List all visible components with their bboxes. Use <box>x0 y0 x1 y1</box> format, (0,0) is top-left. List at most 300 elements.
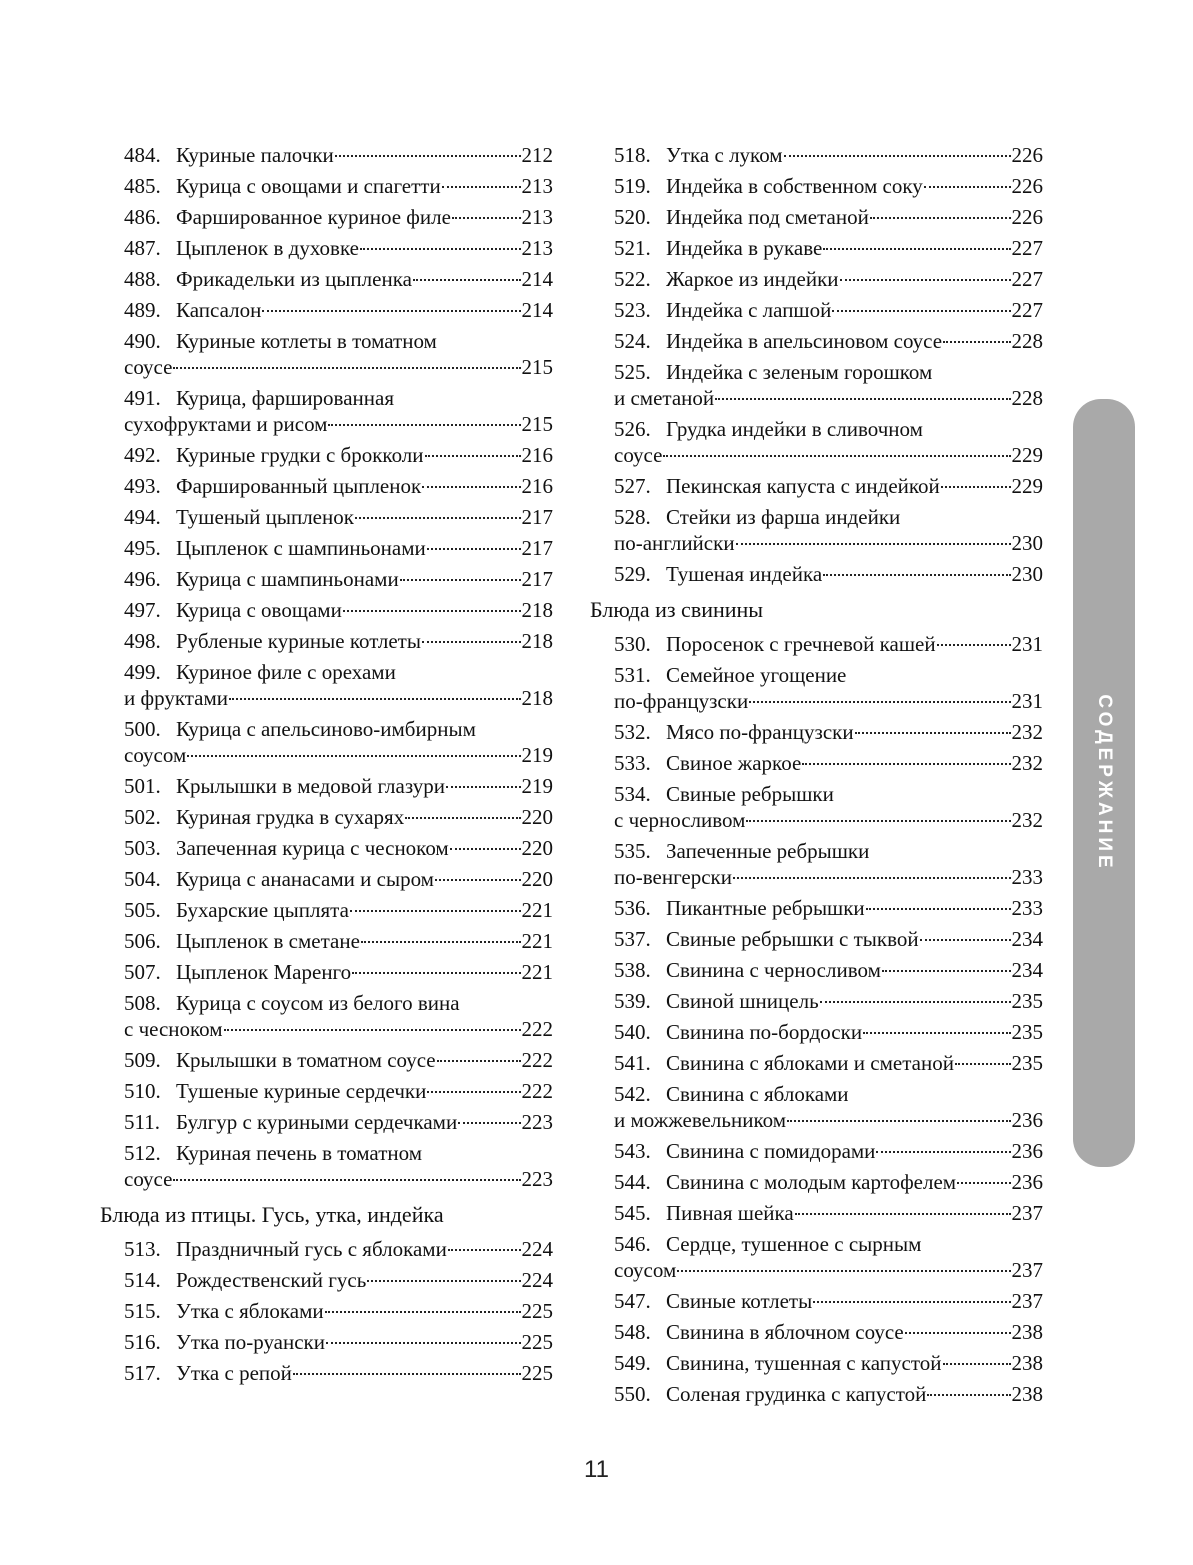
toc-entry-first-line <box>614 504 1043 530</box>
toc-entry-page: 224 <box>521 1268 553 1292</box>
toc-entry-number: 516. <box>124 1330 161 1354</box>
toc-entry-page: 218 <box>521 598 553 622</box>
section-heading: Блюда из птицы. Гусь, утка, индейка <box>100 1202 444 1227</box>
toc-entry[interactable] <box>614 359 1043 411</box>
toc-entry[interactable] <box>124 1298 553 1324</box>
toc-entry-number: 527. <box>614 474 651 498</box>
toc-entry-number: 538. <box>614 958 651 982</box>
toc-entry-title: и можжевельником <box>614 1108 786 1132</box>
toc-entry-title: Куриные грудки с брокколи <box>176 443 424 467</box>
toc-entry[interactable] <box>124 990 553 1042</box>
toc-entry[interactable] <box>124 235 553 261</box>
toc-entry-title: Утка по-руански <box>176 1330 325 1354</box>
toc-entry[interactable] <box>124 773 553 799</box>
toc-entry-page: 232 <box>1011 808 1043 832</box>
toc-entry-title: Запеченная курица с чесноком <box>176 836 449 860</box>
toc-entry-title: соусом <box>614 1258 677 1282</box>
dot-leader <box>882 970 1011 972</box>
toc-entry-line <box>124 959 553 985</box>
toc-entry-line <box>614 266 1043 292</box>
toc-entry[interactable] <box>614 957 1043 983</box>
toc-entry-number: 507. <box>124 960 161 984</box>
toc-entry-number: 547. <box>614 1289 651 1313</box>
toc-entry-title: Цыпленок Маренго <box>176 960 352 984</box>
toc-entry[interactable] <box>124 385 553 437</box>
toc-entry-title: Фаршированное куриное филе <box>176 205 451 229</box>
toc-entry-page: 219 <box>521 743 553 767</box>
toc-entry-title: Индейка с лапшой <box>666 298 832 322</box>
dot-leader <box>715 398 1010 400</box>
toc-entry[interactable] <box>614 838 1043 890</box>
toc-entry-number: 498. <box>124 629 161 653</box>
toc-entry-line <box>614 1381 1043 1407</box>
toc-entry-number: 500. <box>124 717 161 741</box>
toc-entry[interactable] <box>614 1050 1043 1076</box>
toc-entry-line <box>614 1288 1043 1314</box>
toc-entry-page: 223 <box>521 1167 553 1191</box>
toc-entry-title-start: Курица с соусом из белого вина <box>176 991 460 1015</box>
toc-entry-number: 487. <box>124 236 161 260</box>
toc-entry[interactable] <box>124 204 553 230</box>
toc-entry-line <box>614 957 1043 983</box>
toc-entry-page: 234 <box>1011 958 1043 982</box>
toc-entry-title-start: Стейки из фарша индейки <box>666 505 901 529</box>
toc-entry-page: 226 <box>1011 205 1043 229</box>
toc-entry-line <box>124 1298 553 1324</box>
toc-entry-number: 537. <box>614 927 651 951</box>
toc-entry[interactable] <box>124 328 553 380</box>
toc-entry-number: 511. <box>124 1110 160 1134</box>
toc-entry[interactable] <box>124 442 553 468</box>
toc-entry[interactable] <box>614 504 1043 556</box>
dot-leader <box>187 755 520 757</box>
toc-entry-line <box>124 685 553 711</box>
dot-leader <box>427 1091 520 1093</box>
toc-entry-first-line <box>614 359 1043 385</box>
toc-entry-line <box>614 988 1043 1014</box>
toc-entry-line <box>124 1329 553 1355</box>
dot-leader <box>924 186 1011 188</box>
toc-entry[interactable] <box>614 473 1043 499</box>
toc-entry-number: 544. <box>614 1170 651 1194</box>
toc-entry-line <box>614 1107 1043 1133</box>
toc-entry-line <box>614 1319 1043 1345</box>
toc-entry-title: Тушеные куриные сердечки <box>176 1079 427 1103</box>
toc-entry-title: соусе <box>614 443 663 467</box>
toc-entry-title: Индейка в апельсиновом соусе <box>666 329 943 353</box>
toc-entry-title-start: Куриная печень в томатном <box>176 1141 423 1165</box>
dot-leader <box>855 732 1011 734</box>
toc-entry-title: соусе <box>124 355 173 379</box>
toc-entry[interactable] <box>124 959 553 985</box>
toc-entry-number: 512. <box>124 1141 161 1165</box>
toc-entry-line <box>124 1047 553 1073</box>
toc-entry[interactable] <box>124 142 553 168</box>
toc-entry[interactable] <box>124 1140 553 1192</box>
toc-entry-page: 233 <box>1011 865 1043 889</box>
toc-entry-line <box>614 442 1043 468</box>
toc-entry[interactable] <box>124 928 553 954</box>
toc-entry[interactable] <box>124 535 553 561</box>
dot-leader <box>823 574 1010 576</box>
toc-entry[interactable] <box>614 142 1043 168</box>
toc-entry[interactable] <box>614 1019 1043 1045</box>
toc-entry-title: по-французски <box>614 689 749 713</box>
toc-entry-line <box>124 1016 553 1042</box>
toc-entry[interactable] <box>124 1329 553 1355</box>
toc-entry[interactable] <box>124 1047 553 1073</box>
toc-entry[interactable] <box>614 1350 1043 1376</box>
toc-entry-number: 522. <box>614 267 651 291</box>
dot-leader <box>405 817 520 819</box>
dot-leader <box>955 1063 1011 1065</box>
toc-entry-number: 501. <box>124 774 161 798</box>
dot-leader <box>784 155 1011 157</box>
dot-leader <box>746 820 1010 822</box>
toc-entry-title: с чесноком <box>124 1017 223 1041</box>
toc-entry[interactable] <box>124 1236 553 1262</box>
toc-entry-page: 217 <box>521 505 553 529</box>
toc-entry[interactable] <box>614 416 1043 468</box>
toc-entry[interactable] <box>124 504 553 530</box>
page-number: 11 <box>584 1456 609 1483</box>
toc-entry-line <box>614 328 1043 354</box>
toc-entry[interactable] <box>614 173 1043 199</box>
toc-entry-number: 545. <box>614 1201 651 1225</box>
dot-leader <box>787 1120 1011 1122</box>
toc-entry[interactable] <box>614 988 1043 1014</box>
toc-entry-line <box>124 835 553 861</box>
toc-entry[interactable] <box>614 297 1043 323</box>
toc-entry[interactable] <box>124 804 553 830</box>
toc-entry[interactable] <box>124 1360 553 1386</box>
toc-entry[interactable] <box>614 631 1043 657</box>
toc-entry-title-start: Свинина с яблоками <box>666 1082 849 1106</box>
dot-leader <box>326 1342 521 1344</box>
toc-entry-first-line <box>124 328 553 354</box>
toc-entry-line <box>124 142 553 168</box>
toc-entry-line <box>124 628 553 654</box>
toc-entry-page: 238 <box>1011 1351 1043 1375</box>
toc-entry-line <box>124 1078 553 1104</box>
toc-entry-line <box>124 928 553 954</box>
toc-entry-number: 526. <box>614 417 651 441</box>
toc-entry-number: 548. <box>614 1320 651 1344</box>
toc-entry-title: сухофруктами и рисом <box>124 412 328 436</box>
toc-entry-page: 230 <box>1011 531 1043 555</box>
toc-entry-line <box>124 297 553 323</box>
toc-entry-title: Крылышки в медовой глазури <box>176 774 445 798</box>
toc-entry-page: 217 <box>521 567 553 591</box>
toc-entry-line <box>124 866 553 892</box>
toc-entry-line <box>124 1267 553 1293</box>
toc-entry-number: 499. <box>124 660 161 684</box>
toc-entry-page: 233 <box>1011 896 1043 920</box>
toc-entry-line <box>614 750 1043 776</box>
toc-entry-title: Бухарские цыплята <box>176 898 349 922</box>
toc-entry-title: Мясо по-французски <box>666 720 854 744</box>
toc-entry-page: 213 <box>521 236 553 260</box>
toc-entry[interactable] <box>614 750 1043 776</box>
toc-entry-title-start: Свиные ребрышки <box>666 782 834 806</box>
toc-entry[interactable] <box>614 1169 1043 1195</box>
toc-entry-page: 226 <box>1011 143 1043 167</box>
toc-entry-number: 543. <box>614 1139 651 1163</box>
toc-entry-title: Цыпленок в духовке <box>176 236 359 260</box>
toc-entry[interactable] <box>124 1078 553 1104</box>
toc-entry-page: 224 <box>521 1237 553 1261</box>
dot-leader <box>350 910 521 912</box>
dot-leader <box>293 1373 521 1375</box>
toc-entry-page: 220 <box>521 805 553 829</box>
dot-leader <box>367 1280 520 1282</box>
toc-entry-page: 225 <box>521 1299 553 1323</box>
toc-entry-number: 532. <box>614 720 651 744</box>
dot-leader <box>343 610 521 612</box>
toc-entry-number: 506. <box>124 929 161 953</box>
toc-entry[interactable] <box>614 719 1043 745</box>
section-side-tab <box>1073 399 1135 1167</box>
toc-entry[interactable] <box>124 659 553 711</box>
toc-entry-title: Курица с овощами и спагетти <box>176 174 441 198</box>
toc-entry-line <box>614 204 1043 230</box>
toc-entry-page: 216 <box>521 443 553 467</box>
dot-leader <box>957 1182 1010 1184</box>
toc-entry-number: 486. <box>124 205 161 229</box>
toc-entry-line <box>614 719 1043 745</box>
toc-entry-title: Утка с репой <box>176 1361 292 1385</box>
toc-entry-number: 517. <box>124 1361 161 1385</box>
toc-column-right <box>590 142 1043 1412</box>
dot-leader <box>802 763 1010 765</box>
toc-entry-first-line <box>124 659 553 685</box>
toc-entry[interactable] <box>614 1288 1043 1314</box>
toc-entry-number: 485. <box>124 174 161 198</box>
toc-entry-line <box>124 1236 553 1262</box>
toc-entry-title: Индейка в рукаве <box>666 236 823 260</box>
toc-entry-number: 484. <box>124 143 161 167</box>
toc-entry-title-start: Грудка индейки в сливочном <box>666 417 923 441</box>
toc-entry-number: 510. <box>124 1079 161 1103</box>
toc-entry-number: 529. <box>614 562 651 586</box>
toc-entry-title: Утка с яблоками <box>176 1299 324 1323</box>
toc-entry-page: 237 <box>1011 1289 1043 1313</box>
toc-entry-page: 230 <box>1011 562 1043 586</box>
toc-entry-number: 520. <box>614 205 651 229</box>
toc-entry[interactable] <box>614 1381 1043 1407</box>
toc-entry[interactable] <box>124 473 553 499</box>
dot-leader <box>450 848 521 850</box>
toc-entry[interactable] <box>614 235 1043 261</box>
toc-entry-line <box>124 173 553 199</box>
toc-entry-page: 227 <box>1011 267 1043 291</box>
toc-entry-line <box>614 1200 1043 1226</box>
dot-leader <box>425 455 521 457</box>
toc-entry-title: Фаршированный цыпленок <box>176 474 422 498</box>
dot-leader <box>840 279 1011 281</box>
toc-entry[interactable] <box>124 297 553 323</box>
toc-entry-title: Крылышки в томатном соусе <box>176 1048 436 1072</box>
toc-entry-page: 228 <box>1011 329 1043 353</box>
toc-entry[interactable] <box>614 781 1043 833</box>
toc-entry[interactable] <box>614 328 1043 354</box>
dot-leader <box>328 424 520 426</box>
toc-entry-line <box>614 530 1043 556</box>
toc-entry[interactable] <box>124 266 553 292</box>
toc-entry-title: Рождественский гусь <box>176 1268 367 1292</box>
toc-entry-line <box>124 1360 553 1386</box>
toc-entry-line <box>124 1166 553 1192</box>
toc-entry-first-line <box>614 838 1043 864</box>
dot-leader <box>325 1311 521 1313</box>
toc-entry-title-start: Куриные котлеты в томатном <box>176 329 437 353</box>
toc-entry-line <box>124 566 553 592</box>
dot-leader <box>427 548 521 550</box>
toc-entry[interactable] <box>124 1267 553 1293</box>
dot-leader <box>832 310 1010 312</box>
toc-entry-number: 546. <box>614 1232 651 1256</box>
toc-entry-line <box>124 354 553 380</box>
toc-entry-page: 228 <box>1011 386 1043 410</box>
toc-entry-title: Пивная шейка <box>666 1201 794 1225</box>
toc-entry-title: Утка с луком <box>666 143 783 167</box>
toc-entry-line <box>124 773 553 799</box>
toc-entry-page: 215 <box>521 412 553 436</box>
toc-entry[interactable] <box>614 1138 1043 1164</box>
toc-entry[interactable] <box>124 628 553 654</box>
toc-entry-number: 515. <box>124 1299 161 1323</box>
toc-entry[interactable] <box>614 266 1043 292</box>
toc-entry-page: 216 <box>521 474 553 498</box>
toc-entry-page: 220 <box>521 867 553 891</box>
toc-entry-line <box>124 235 553 261</box>
toc-entry-title: Свинина с яблоками и сметаной <box>666 1051 954 1075</box>
toc-entry-title: Свинина в яблочном соусе <box>666 1320 904 1344</box>
toc-entry-first-line <box>124 716 553 742</box>
toc-entry[interactable] <box>614 1231 1043 1283</box>
toc-entry-number: 496. <box>124 567 161 591</box>
toc-entry-number: 504. <box>124 867 161 891</box>
dot-leader <box>813 1301 1010 1303</box>
toc-entry-number: 509. <box>124 1048 161 1072</box>
toc-entry-title: Булгур с куриными сердечками <box>176 1110 458 1134</box>
toc-entry-page: 213 <box>521 205 553 229</box>
toc-entry[interactable] <box>124 835 553 861</box>
toc-entry-first-line <box>614 662 1043 688</box>
toc-entry-line <box>124 742 553 768</box>
toc-entry[interactable] <box>614 926 1043 952</box>
toc-entry-title: Фрикадельки из цыпленка <box>176 267 412 291</box>
toc-entry-title: с черносливом <box>614 808 746 832</box>
toc-entry-page: 220 <box>521 836 553 860</box>
toc-entry[interactable] <box>124 1109 553 1135</box>
toc-entry-number: 536. <box>614 896 651 920</box>
toc-entry-page: 212 <box>521 143 553 167</box>
toc-entry[interactable] <box>614 204 1043 230</box>
toc-entry-line <box>124 535 553 561</box>
toc-entry-line <box>614 235 1043 261</box>
toc-entry-line <box>614 173 1043 199</box>
toc-entry[interactable] <box>614 561 1043 587</box>
dot-leader <box>448 1249 521 1251</box>
toc-entry-line <box>614 1169 1043 1195</box>
dot-leader <box>229 698 520 700</box>
dot-leader <box>876 1151 1010 1153</box>
toc-entry[interactable] <box>614 1081 1043 1133</box>
toc-entry-title-start: Куриное филе с орехами <box>176 660 396 684</box>
toc-entry[interactable] <box>614 895 1043 921</box>
toc-entry-number: 497. <box>124 598 161 622</box>
toc-entry[interactable] <box>124 866 553 892</box>
dot-leader <box>795 1213 1011 1215</box>
toc-entry-line <box>614 1257 1043 1283</box>
toc-entry[interactable] <box>124 716 553 768</box>
toc-entry-title-start: Курица с апельсиново-имбирным <box>176 717 476 741</box>
toc-entry-title: Пикантные ребрышки <box>666 896 865 920</box>
toc-entry-number: 523. <box>614 298 651 322</box>
toc-entry-line <box>124 504 553 530</box>
toc-entry-line <box>124 473 553 499</box>
toc-entry[interactable] <box>614 662 1043 714</box>
toc-entry-number: 542. <box>614 1082 651 1106</box>
toc-entry-title: Курица с шампиньонами <box>176 567 399 591</box>
dot-leader <box>920 939 1011 941</box>
side-tab-label: СОДЕРЖАНИЕ <box>1094 694 1115 872</box>
toc-entry-page: 222 <box>521 1048 553 1072</box>
toc-entry-title: и фруктами <box>124 686 229 710</box>
toc-entry[interactable] <box>124 897 553 923</box>
dot-leader <box>422 486 520 488</box>
toc-entry-number: 539. <box>614 989 651 1013</box>
section-heading: Блюда из свинины <box>590 597 764 622</box>
toc-entry-first-line <box>124 990 553 1016</box>
dot-leader <box>943 341 1010 343</box>
toc-entry[interactable] <box>124 597 553 623</box>
dot-leader <box>224 1029 521 1031</box>
toc-entry-number: 505. <box>124 898 161 922</box>
toc-entry-line <box>614 142 1043 168</box>
toc-entry-page: 227 <box>1011 236 1043 260</box>
dot-leader <box>262 310 520 312</box>
toc-entry[interactable] <box>614 1200 1043 1226</box>
toc-entry-title: Индейка в собственном соку <box>666 174 923 198</box>
toc-entry-title-start: Семейное угощение <box>666 663 847 687</box>
toc-entry-first-line <box>124 1140 553 1166</box>
dot-leader <box>820 1001 1011 1003</box>
toc-entry-page: 225 <box>521 1330 553 1354</box>
toc-entry-page: 227 <box>1011 298 1043 322</box>
toc-entry-line <box>614 1350 1043 1376</box>
toc-entry-number: 541. <box>614 1051 651 1075</box>
dot-leader <box>663 455 1010 457</box>
dot-leader <box>435 879 521 881</box>
toc-entry-first-line <box>614 416 1043 442</box>
toc-entry-line <box>614 1138 1043 1164</box>
toc-entry[interactable] <box>124 173 553 199</box>
toc-entry-page: 229 <box>1011 443 1043 467</box>
toc-entry-page: 223 <box>521 1110 553 1134</box>
toc-entry-title: Куриная грудка в сухарях <box>176 805 405 829</box>
toc-entry-line <box>124 411 553 437</box>
dot-leader <box>927 1394 1010 1396</box>
toc-entry-title: Свинина с черносливом <box>666 958 881 982</box>
toc-entry-line <box>124 897 553 923</box>
toc-entry-title: Свинина, тушенная с капустой <box>666 1351 942 1375</box>
dot-leader <box>452 217 521 219</box>
toc-entry[interactable] <box>614 1319 1043 1345</box>
toc-entry[interactable] <box>124 566 553 592</box>
toc-entry-title: Свиные ребрышки с тыквой <box>666 927 919 951</box>
